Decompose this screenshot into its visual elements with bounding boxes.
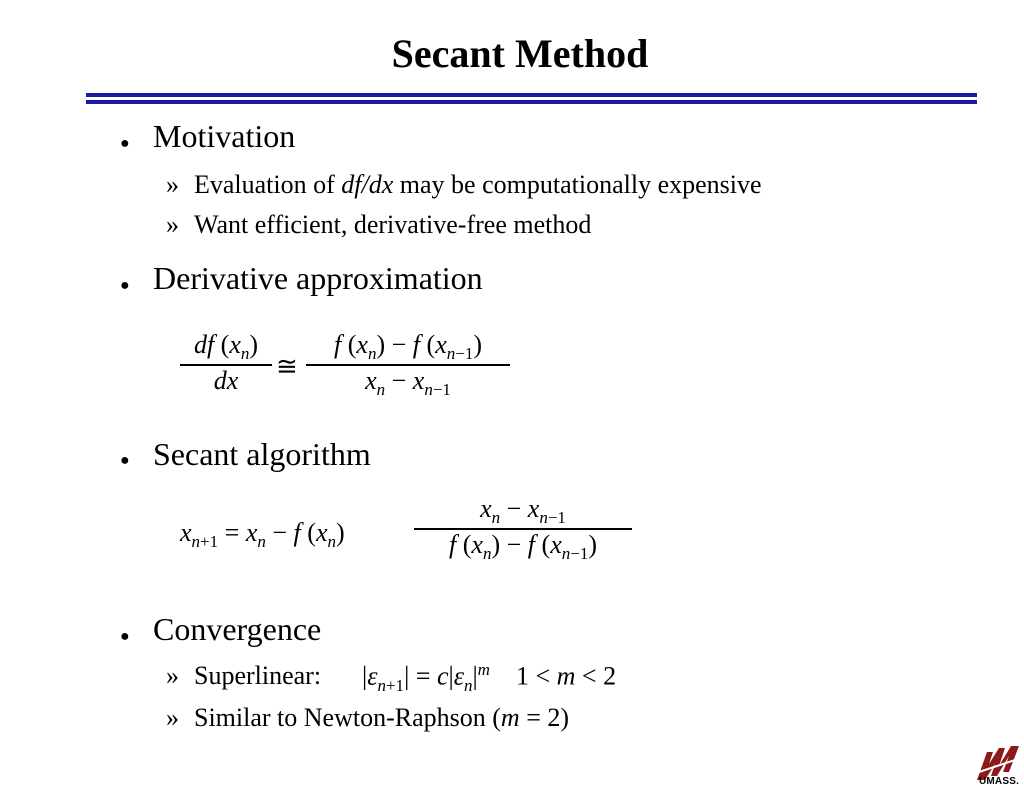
secant-lhs: $x_{n+1} = x_n - f$ $(x_n)$	[180, 518, 345, 552]
sub-marker: »	[166, 210, 179, 239]
section-motivation: Motivation	[153, 118, 296, 154]
section-convergence: Convergence	[153, 611, 322, 647]
section-secant-algorithm: Secant algorithm	[153, 436, 371, 472]
superlinear-equation: $|\varepsilon_{n+1}| = c|\varepsilon_n|^m$ 1 < m < 2	[362, 660, 617, 695]
approx-equal-symbol: ≅	[276, 352, 298, 381]
sub-marker: »	[166, 661, 179, 690]
bullet-secant: ●	[120, 452, 130, 469]
bullet-motivation: ●	[120, 135, 130, 152]
convergence-item-2: » Similar to Newton-Raphson (m = 2)	[166, 703, 570, 732]
section-derivative-approximation: Derivative approximation	[153, 260, 483, 296]
bullet-convergence: ●	[120, 628, 130, 645]
lhs-fraction: df $(x_n)$ dx	[180, 330, 272, 396]
secant-fraction: $x_n - x_{n-1}$ f $(x_n) - f$ $(x_{n-1})$	[414, 494, 632, 564]
convergence-item-1: » Superlinear:	[166, 661, 322, 690]
motivation-item-1: » Evaluation of df/dx may be computationally expensive	[166, 170, 762, 199]
motivation-item-2: » Want efficient, derivative-free method	[166, 210, 592, 239]
bullet-derivative: ●	[120, 277, 130, 294]
sub-marker: »	[166, 170, 179, 199]
sub-marker: »	[166, 703, 179, 732]
title-rule-top	[86, 93, 977, 97]
df-dx-emph: df/dx	[341, 170, 394, 199]
title-rule-bottom	[86, 100, 977, 104]
rhs-fraction: f $(x_n) - f$ $(x_{n-1})$ $x_n - x_{n-1}$	[306, 330, 510, 400]
umass-logo-text: UMASS.	[978, 776, 1020, 787]
slide-title: Secant Method	[391, 31, 649, 76]
